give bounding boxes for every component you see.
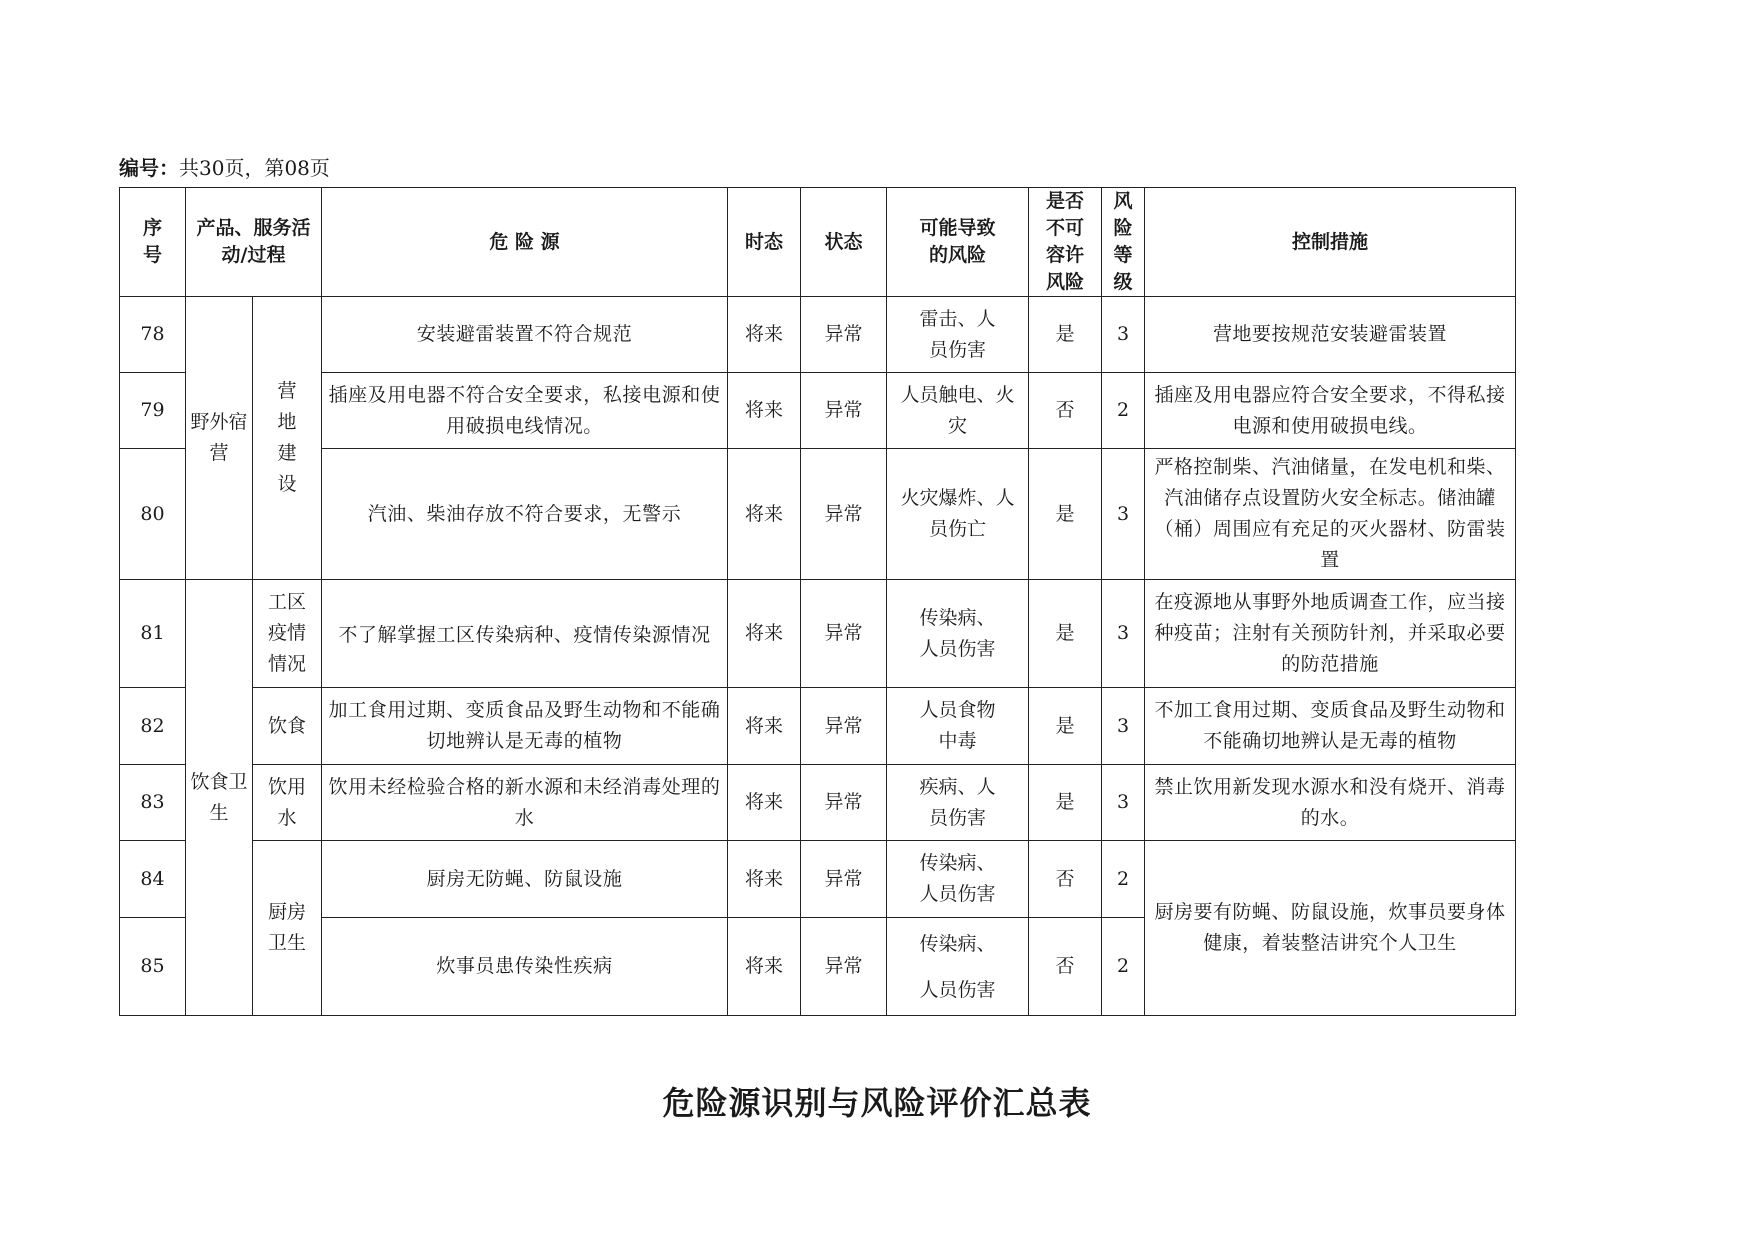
risk-value: 人员触电、火灾 xyxy=(887,373,1029,449)
table-row xyxy=(120,373,1516,449)
header-state: 状态 xyxy=(801,188,887,297)
level-value: 2 xyxy=(1102,841,1145,918)
header-row xyxy=(120,188,1516,297)
hazard-text: 安装避雷装置不符合规范 xyxy=(322,297,728,373)
intolerable-value: 是 xyxy=(1029,688,1102,765)
risk-value: 火灾爆炸、人员伤亡 xyxy=(887,449,1029,580)
header-level: 风险等级 xyxy=(1102,188,1145,297)
row-number: 82 xyxy=(120,688,186,765)
subgroup-campsite: 营地建设 xyxy=(253,297,322,580)
document-number-label: 编号： xyxy=(119,156,179,180)
table-row xyxy=(120,841,1516,918)
state-value: 异常 xyxy=(801,449,887,580)
tense-value: 将来 xyxy=(728,373,801,449)
table-row xyxy=(120,449,1516,580)
tense-value: 将来 xyxy=(728,918,801,1016)
state-value: 异常 xyxy=(801,297,887,373)
row-number: 83 xyxy=(120,765,186,841)
header-seq: 序号 xyxy=(120,188,186,297)
table-row xyxy=(120,297,1516,373)
subgroup-epidemic: 工区疫情情况 xyxy=(253,580,322,688)
risk-value: 传染病、人员伤害 xyxy=(887,841,1029,918)
control-text: 禁止饮用新发现水源水和没有烧开、消毒的水。 xyxy=(1145,765,1516,841)
tense-value: 将来 xyxy=(728,297,801,373)
intolerable-value: 是 xyxy=(1029,297,1102,373)
row-number: 80 xyxy=(120,449,186,580)
tense-value: 将来 xyxy=(728,580,801,688)
tense-value: 将来 xyxy=(728,765,801,841)
risk-value: 传染病、人员伤害 xyxy=(887,918,1029,1016)
intolerable-value: 否 xyxy=(1029,841,1102,918)
hazard-text: 插座及用电器不符合安全要求，私接电源和使用破损电线情况。 xyxy=(322,373,728,449)
level-value: 3 xyxy=(1102,688,1145,765)
level-value: 3 xyxy=(1102,449,1145,580)
summary-table-title: 危险源识别与风险评价汇总表 xyxy=(662,1084,1092,1122)
header-hazard: 危 险 源 xyxy=(322,188,728,297)
hazard-text: 加工食用过期、变质食品及野生动物和不能确切地辨认是无毒的植物 xyxy=(322,688,728,765)
state-value: 异常 xyxy=(801,580,887,688)
subgroup-kitchen: 厨房卫生 xyxy=(253,841,322,1016)
group-food: 饮食卫生 xyxy=(186,580,253,1016)
risk-value: 疾病、人员伤害 xyxy=(887,765,1029,841)
control-text: 厨房要有防蝇、防鼠设施，炊事员要身体健康，着装整洁讲究个人卫生 xyxy=(1145,841,1516,1016)
intolerable-value: 是 xyxy=(1029,765,1102,841)
row-number: 85 xyxy=(120,918,186,1016)
tense-value: 将来 xyxy=(728,841,801,918)
tense-value: 将来 xyxy=(728,688,801,765)
row-number: 81 xyxy=(120,580,186,688)
row-number: 84 xyxy=(120,841,186,918)
level-value: 2 xyxy=(1102,918,1145,1016)
document-number xyxy=(119,154,330,182)
risk-value: 人员食物中毒 xyxy=(887,688,1029,765)
control-text: 在疫源地从事野外地质调查工作，应当接种疫苗；注射有关预防针剂，并采取必要的防范措施 xyxy=(1145,580,1516,688)
table-row xyxy=(120,580,1516,688)
intolerable-value: 否 xyxy=(1029,373,1102,449)
intolerable-value: 是 xyxy=(1029,580,1102,688)
header-consequence: 可能导致的风险 xyxy=(887,188,1029,297)
header-intolerable: 是否不可容许风险 xyxy=(1029,188,1102,297)
tense-value: 将来 xyxy=(728,449,801,580)
subgroup-water: 饮用水 xyxy=(253,765,322,841)
control-text: 不加工食用过期、变质食品及野生动物和不能确切地辨认是无毒的植物 xyxy=(1145,688,1516,765)
level-value: 3 xyxy=(1102,580,1145,688)
level-value: 2 xyxy=(1102,373,1145,449)
state-value: 异常 xyxy=(801,841,887,918)
header-control: 控制措施 xyxy=(1145,188,1516,297)
level-value: 3 xyxy=(1102,765,1145,841)
table-row xyxy=(120,688,1516,765)
control-text: 营地要按规范安装避雷装置 xyxy=(1145,297,1516,373)
row-number: 79 xyxy=(120,373,186,449)
hazard-text: 厨房无防蝇、防鼠设施 xyxy=(322,841,728,918)
state-value: 异常 xyxy=(801,688,887,765)
control-text: 插座及用电器应符合安全要求，不得私接电源和使用破损电线。 xyxy=(1145,373,1516,449)
header-tense: 时态 xyxy=(728,188,801,297)
intolerable-value: 否 xyxy=(1029,918,1102,1016)
hazard-text: 汽油、柴油存放不符合要求，无警示 xyxy=(322,449,728,580)
state-value: 异常 xyxy=(801,765,887,841)
state-value: 异常 xyxy=(801,918,887,1016)
hazard-table xyxy=(119,187,1516,1016)
row-number: 78 xyxy=(120,297,186,373)
hazard-text: 炊事员患传染性疾病 xyxy=(322,918,728,1016)
risk-value: 雷击、人员伤害 xyxy=(887,297,1029,373)
state-value: 异常 xyxy=(801,373,887,449)
page-count: 共30页，第08页 xyxy=(179,156,330,180)
risk-value: 传染病、人员伤害 xyxy=(887,580,1029,688)
header-activity: 产品、服务活动/过程 xyxy=(186,188,322,297)
intolerable-value: 是 xyxy=(1029,449,1102,580)
subgroup-diet: 饮食 xyxy=(253,688,322,765)
hazard-text: 不了解掌握工区传染病种、疫情传染源情况 xyxy=(322,580,728,688)
table-row xyxy=(120,765,1516,841)
hazard-text: 饮用未经检验合格的新水源和未经消毒处理的水 xyxy=(322,765,728,841)
level-value: 3 xyxy=(1102,297,1145,373)
group-camp: 野外宿营 xyxy=(186,297,253,580)
control-text: 严格控制柴、汽油储量，在发电机和柴、汽油储存点设置防火安全标志。储油罐（桶）周围应有充足的灭火器材、防雷装置 xyxy=(1145,449,1516,580)
